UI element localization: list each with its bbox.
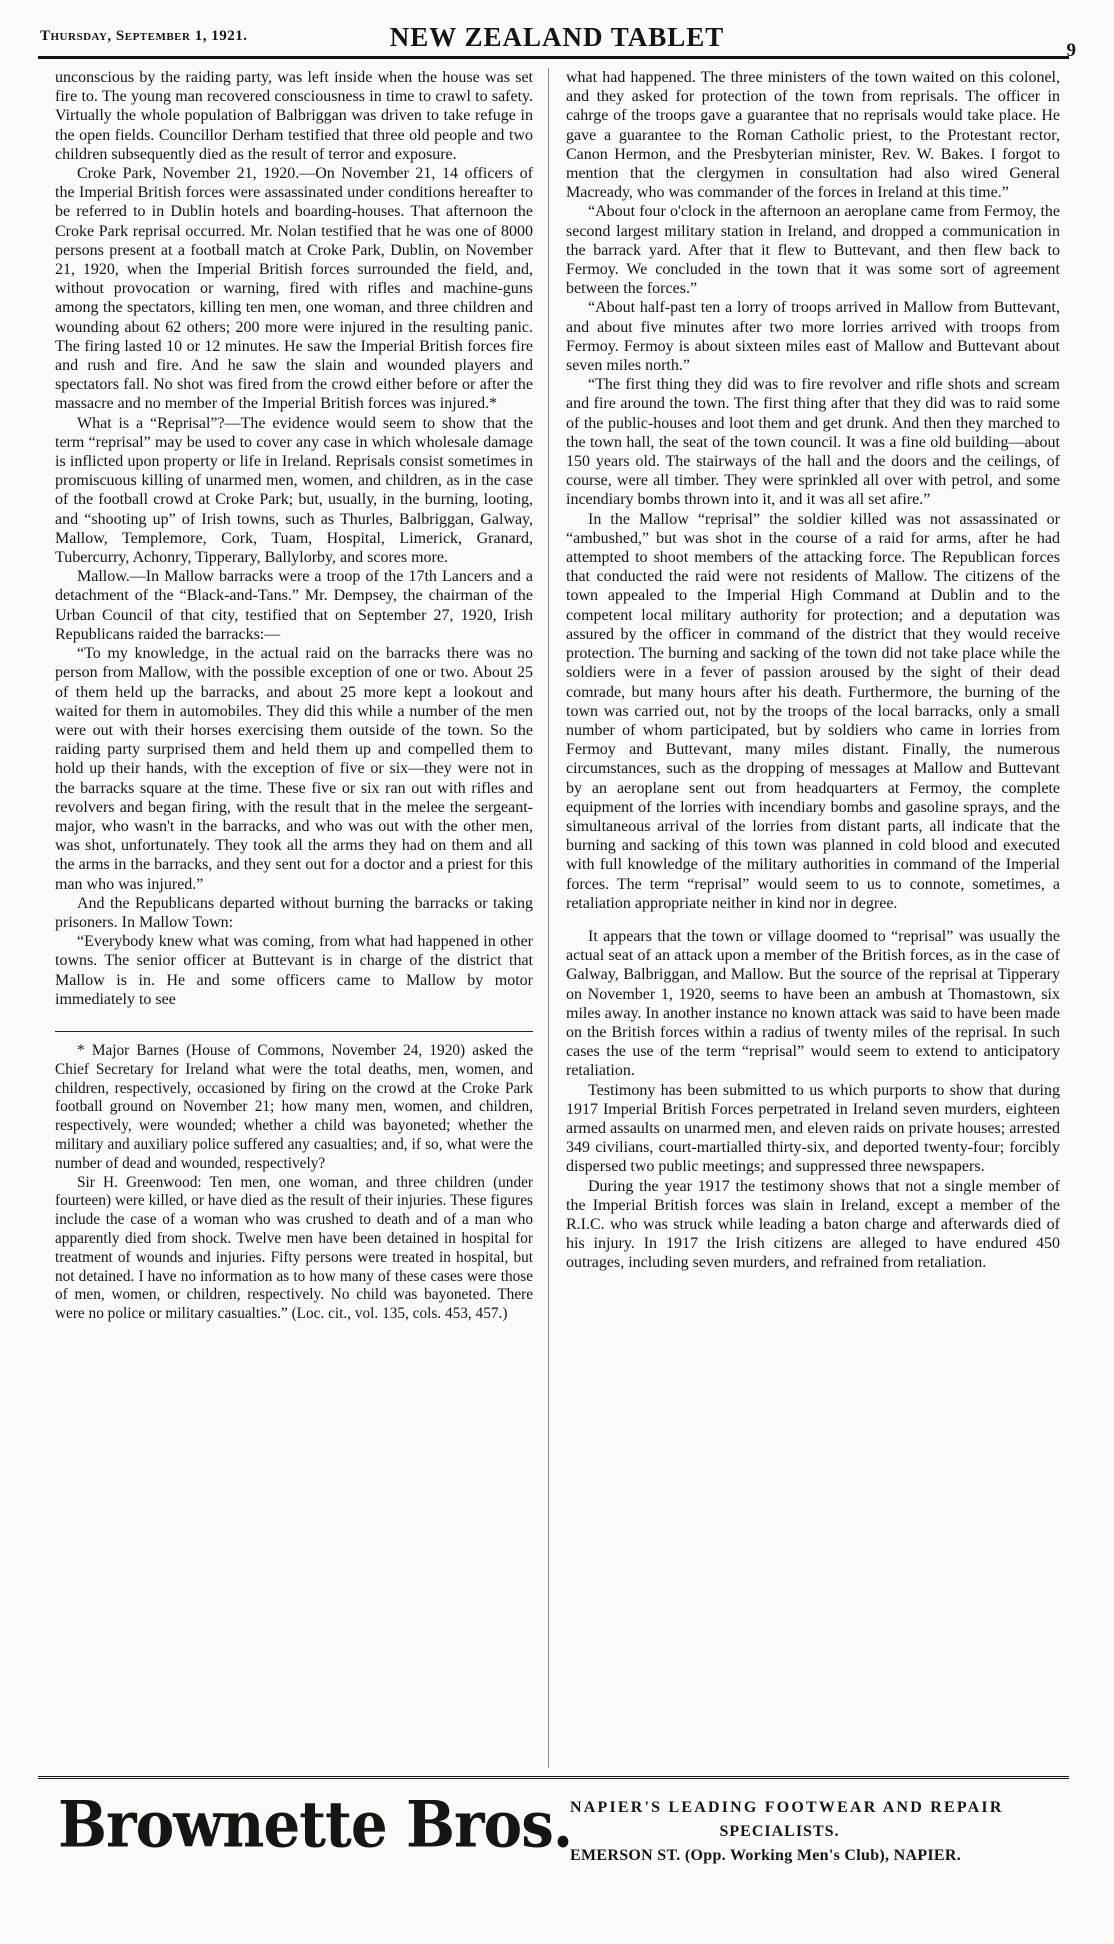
column-divider	[548, 68, 549, 1768]
article-paragraph: Croke Park, November 21, 1920.—On November 21, 14 officers of the Imperial British forces were assassinated under conditions hereafter to be referred to in Dublin hotels and boarding-houses. That afternoon the Croke Park reprisal occurred. Mr. Nolan testified that he was one of 8000 persons present at a football match at Croke Park, Dublin, on November 21, 1920, when the Imperial British forces surrounded the field, and, without provocation or warning, fired with rifles and machine-guns among the spectators, killing ten men, one woman, and three children and wounding about 62 others; 200 more were injured in the resulting panic. The firing lasted 10 or 12 minutes. He saw the Imperial British forces fire and rush and fire. And he saw the slain and wounded players and spectators fall. No shot was fired from the crowd either before or after the massacre and no member of the Imperial British forces was injured.*	[55, 165, 533, 413]
ad-text	[570, 1796, 1069, 1868]
article-paragraph: “Everybody knew what was coming, from what had happened in other towns. The senior officer at Buttevant is in charge of the district that Mallow is in. He and some officers came to Mallow by motor immediately to see	[55, 933, 533, 1008]
footnote-paragraph: * Major Barnes (House of Commons, November 24, 1920) asked the Chief Secretary for Ireland what were the total deaths, men, women, and children, respectively, occasioned by firing on the crowd at the Croke Park football ground on November 21; how many men, women, and children, respectively, were wounded; whether a child was bayoneted; whether the military and auxiliary police suffered any casualties; and, if so, what were the number of dead and wounded, respectively?	[55, 1041, 533, 1172]
ad-brand: Brownette Bros.	[58, 1787, 573, 1862]
article-paragraph: unconscious by the raiding party, was left inside when the house was set fire to. The young man recovered consciousness in time to crawl to safety. Virtually the whole population of Balbriggan was driven to take refuge in the open fields. Councillor Derham testified that three old people and two children subsequently died as the result of terror and exposure.	[55, 69, 533, 163]
article-paragraph: In the Mallow “reprisal” the soldier killed was not assassinated or “ambushed,” but was shot in the course of a raid for arms, after he had attempted to shoot members of the attacking force. The Republican forces that conducted the raid were not residents of Mallow. The citizens of the town appealed to the Imperial High Command at Dublin and to the competent local military authority for protection; and a deputation was assured by the officer in command of the district that they would receive protection. The burning and sacking of the town did not take place while the soldiers were in a fever of passion aroused by the sight of their dead comrade, but many hours after his death. Furthermore, the burning of the town was carried out, not by the troops of the local barracks, only a small number of whom participated, but by soldiers who came in lorries from Fermoy and Buttevant, many miles distant. Finally, the numerous circumstances, such as the dropping of messages at Mallow and Buttevant by an aeroplane sent out from headquarters at Fermoy, the complete equipment of the lorries with incendiary bombs and gasoline sprays, and the simultaneous arrival of the lorries from distant parts, all indicate that the burning and sacking of this town was planned in cold blood and executed with full knowledge of the military authorities in command of the Imperial forces. The term “reprisal” would seem to us to connote, sometimes, a retaliation appropriate neither in kind nor in degree.	[566, 510, 1060, 912]
article-paragraph: “The first thing they did was to fire revolver and rifle shots and scream and fire around the town. The first thing after that they did was to raid some of the public-houses and loot them and get drunk. And then they marched to the town hall, the seat of the town council. It was a fine old building—about 150 years old. The stairways of the hall and the doors and the ceilings, of course, were all timber. They were sprinkled all over with petrol, and some incendiary bombs thrown into it, and it was all set afire.”	[566, 376, 1060, 509]
footnote-rule	[55, 1031, 533, 1032]
article-paragraph: what had happened. The three ministers of the town waited on this colonel, and they asked for protection of the town from reprisals. The officer in cahrge of the troops gave a guarantee that no reprisals would take place. He gave a guarantee to the Roman Catholic priest, to the Protestant rector, Canon Hermon, and the Presbyterian minister, Rev. W. Bakes. I forgot to mention that the clergymen in consultation had also wired General Macready, who was commander of the forces in Ireland at this time.”	[566, 69, 1060, 202]
footer-rule	[38, 1776, 1069, 1779]
ad-line: SPECIALISTS.	[719, 1823, 840, 1840]
newspaper-masthead: NEW ZEALAND TABLET	[389, 22, 725, 52]
advertisement	[38, 1784, 1069, 1862]
article-paragraph: What is a “Reprisal”?—The evidence would seem to show that the term “reprisal” may be used to cover any case in which wholesale damage is inflicted upon property or life in Ireland. Reprisals consist sometimes in promiscuous killing of unarmed men, women, and children, as in the case of the football crowd at Croke Park; but, usually, in the burning, looting, and “shooting up” of Irish towns, such as Thurles, Balbriggan, Galway, Mallow, Templemore, Cork, Tuam, Hospital, Limerick, Granard, Tubercurry, Achonry, Tipperary, Ballylorby, and scores more.	[55, 414, 533, 567]
left-column	[55, 68, 533, 1808]
header-rule	[38, 56, 1069, 59]
right-column	[566, 68, 1060, 1778]
ad-line: EMERSON ST. (Opp. Working Men's Club), NAPIER.	[570, 1847, 962, 1864]
page-number: 9	[1066, 40, 1076, 61]
article-paragraph: Testimony has been submitted to us which purports to show that during 1917 Imperial British Forces perpetrated in Ireland seven murders, eighteen armed assaults on unarmed men, and eleven raids on private houses; arrested 349 civilians, court-martialled thirty-six, and deported twenty-four; forcibly dispersed two public meetings; and suppressed three newspapers.	[566, 1081, 1060, 1176]
article-paragraph: And the Republicans departed without burning the barracks or taking prisoners. In Mallow Town:	[55, 894, 533, 931]
footnote	[55, 1042, 533, 1324]
page-header	[30, 14, 1084, 61]
ad-line: NAPIER'S LEADING FOOTWEAR AND REPAIR	[570, 1799, 1004, 1816]
article-paragraph: During the year 1917 the testimony shows that not a single member of the Imperial British forces was slain in Ireland, except a member of the R.I.C. who was struck while leading a baton charge and afterwards died of his injury. In 1917 the Irish citizens are alleged to have endured 450 outrages, including seven murders, and refrained from retaliation.	[566, 1177, 1060, 1272]
article-paragraph: “About four o'clock in the afternoon an aeroplane came from Fermoy, the second largest military station in Ireland, and dropped a communication in the barrack yard. After that it flew to Buttevant, and then flew back to Fermoy. We concluded in the town that it was some sort of agreement between the forces.”	[566, 203, 1060, 298]
footnote-paragraph: Sir H. Greenwood: Ten men, one woman, and three children (under fourteen) were killed, or have died as the result of their injuries. These figures include the case of a woman who was crushed to death and of a man who apparently died from shock. Twelve men have been detained in hospital for treatment of wounds and injuries. Fifty persons were treated in hospital, but not detained. I have no information as to how many of these cases were those of men, women, or children, respectively. No child was bayoneted. There were no police or military casualties.” (Loc. cit., vol. 135, cols. 453, 457.)	[55, 1173, 533, 1323]
article-paragraph: Mallow.—In Mallow barracks were a troop of the 17th Lancers and a detachment of the “Black-and-Tans.” Mr. Dempsey, the chairman of the Urban Council of that city, testified that on September 27, 1920, Irish Republicans raided the barracks:—	[55, 568, 533, 643]
article-paragraph: It appears that the town or village doomed to “reprisal” was usually the actual seat of an attack upon a member of the British forces, as in the case of Galway, Balbriggan, and Mallow. But the source of the reprisal at Tipperary on November 1, 1920, seems to have been an ambush at Thomastown, six miles away. In another instance no known attack was said to have been made on the British forces within a radius of twenty miles of the reprisal. In such cases the use of the term “reprisal” would seem to extend to anticipatory retaliation.	[566, 927, 1060, 1080]
article-paragraph: “To my knowledge, in the actual raid on the barracks there was no person from Mallow, with the possible exception of one or two. About 25 of them held up the barracks, and about 25 more kept a lookout and waited for them in automobiles. They did this while a number of the men were out with their horses exercising them outside of the town. So the raiding party surprised them and held them up and compelled them to hold up their hands, with the exception of five or six—they were not in the barracks square at the time. These five or six ran out with rifles and revolvers and began firing, with the result that in the melee the sergeant-major, who wasn't in the barracks, and who was out with the other men, was shot, unfortunately. They took all the arms they had on them and all the arms in the barracks, and they sent out for a doctor and a priest for this man who was injured.”	[55, 645, 533, 893]
issue-date: Thursday, September 1, 1921.	[40, 28, 248, 44]
article-paragraph: “About half-past ten a lorry of troops arrived in Mallow from Buttevant, and about five minutes after two more lorries arrived with troops from Fermoy. Fermoy is about sixteen miles east of Mallow and Buttevant about seven miles north.”	[566, 299, 1060, 375]
paragraph-spacer	[566, 913, 1060, 927]
